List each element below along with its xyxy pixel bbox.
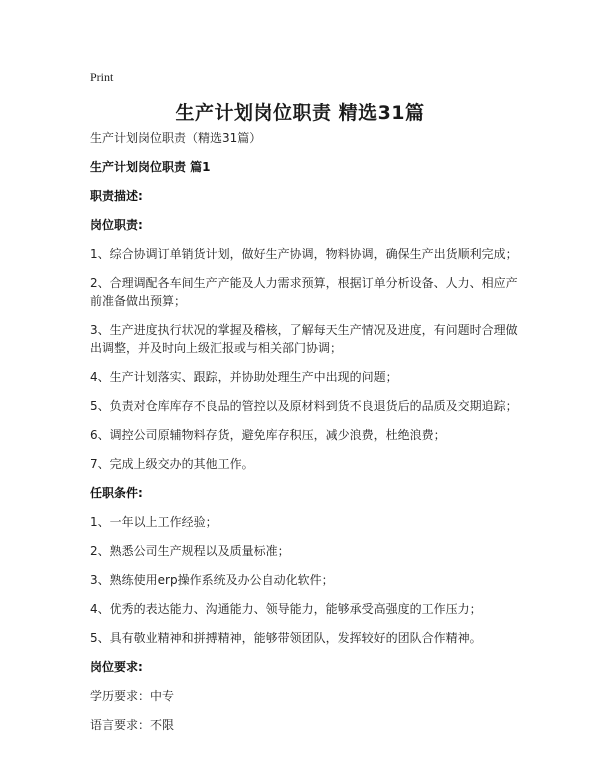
duty-item: 3、生产进度执行状况的掌握及稽核，了解每天生产情况及进度，有问题时合理做出调整，并及时向上级汇报或与相关部门协调；: [90, 323, 518, 355]
document-body: [90, 129, 520, 745]
page-title: 生产计划岗位职责 精选31篇: [175, 102, 425, 124]
requirement-item: 1、一年以上工作经验；: [90, 515, 218, 529]
education-requirement: 学历要求：中专: [90, 689, 175, 703]
duty-item: 2、合理调配各车间生产产能及人力需求预算，根据订单分析设备、人力、相应产前准备做出预算；: [90, 276, 518, 308]
requirement-item: 4、优秀的表达能力、沟通能力、领导能力，能够承受高强度的工作压力；: [90, 602, 482, 616]
duty-item: 4、生产计划落实、跟踪，并协助处理生产中出现的问题；: [90, 370, 398, 384]
duty-item: 1、综合协调订单销货计划，做好生产协调，物料协调，确保生产出货顺利完成；: [90, 247, 518, 261]
heading-job-duties: 岗位职责:: [90, 218, 143, 232]
heading-requirements: 任职条件:: [90, 486, 143, 500]
language-requirement: 语言要求：不限: [90, 718, 175, 732]
requirement-item: 5、具有敬业精神和拼搏精神，能够带领团队，发挥较好的团队合作精神。: [90, 631, 482, 645]
section-title: 生产计划岗位职责 篇1: [90, 160, 211, 174]
requirement-item: 3、熟练使用erp操作系统及办公自动化软件；: [90, 573, 334, 587]
print-label[interactable]: Print: [90, 70, 114, 84]
duty-item: 6、调控公司原辅物料存货，避免库存积压，减少浪费，杜绝浪费；: [90, 428, 446, 442]
duty-item: 7、完成上级交办的其他工作。: [90, 457, 254, 471]
subtitle: 生产计划岗位职责（精选31篇）: [90, 131, 262, 145]
requirement-item: 2、熟悉公司生产规程以及质量标准；: [90, 544, 290, 558]
duty-item: 5、负责对仓库库存不良品的管控以及原材料到货不良退货后的品质及交期追踪；: [90, 399, 518, 413]
heading-post-requirements: 岗位要求:: [90, 660, 143, 674]
heading-job-description: 职责描述:: [90, 189, 143, 203]
